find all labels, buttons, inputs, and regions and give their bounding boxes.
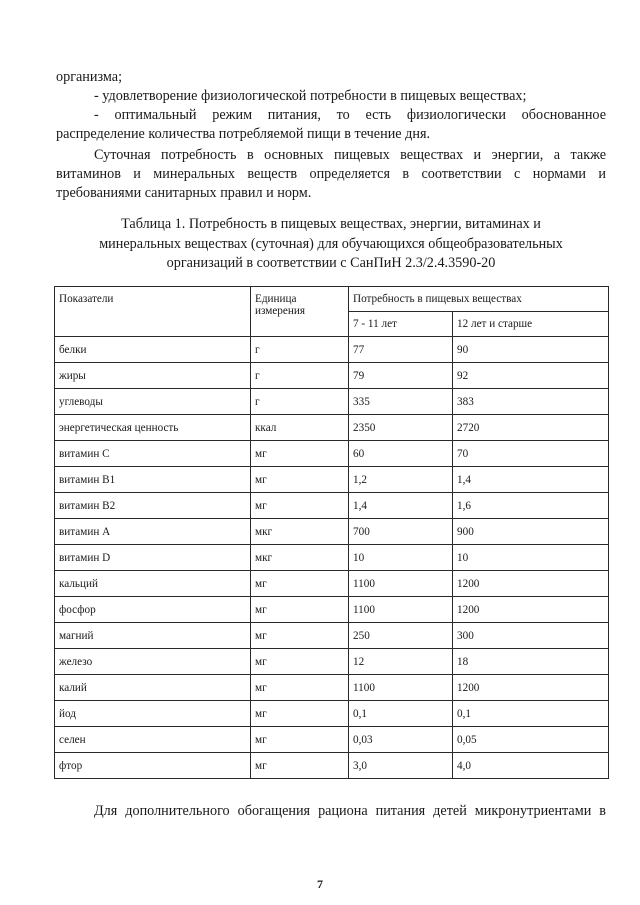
- intro-text: [56, 68, 606, 144]
- cell-age-7-11: 335: [349, 389, 453, 415]
- cell-age-12-plus: 1,4: [453, 467, 609, 493]
- cell-unit: г: [251, 389, 349, 415]
- cell-indicator: витамин D: [55, 545, 251, 571]
- cell-indicator: витамин A: [55, 519, 251, 545]
- page-number: 7: [317, 877, 323, 891]
- cell-age-12-plus: 70: [453, 441, 609, 467]
- cell-indicator: магний: [55, 623, 251, 649]
- cell-age-7-11: 0,03: [349, 727, 453, 753]
- cell-age-12-plus: 10: [453, 545, 609, 571]
- cell-indicator: жиры: [55, 363, 251, 389]
- cell-age-12-plus: 1200: [453, 675, 609, 701]
- paragraph-line: витаминов и минеральных веществ определяется в соответствии с нормами и: [56, 166, 606, 182]
- paragraph-line: Для дополнительного обогащения рациона питания детей микронутриентами в: [94, 803, 606, 819]
- cell-unit: мкг: [251, 545, 349, 571]
- paragraph-line: Суточная потребность в основных пищевых веществах и энергии, а также: [94, 147, 606, 163]
- cell-unit: мг: [251, 649, 349, 675]
- table-row: [55, 415, 609, 441]
- table-body: [55, 337, 609, 779]
- cell-indicator: витамин B1: [55, 467, 251, 493]
- cell-age-12-plus: 900: [453, 519, 609, 545]
- cell-indicator: селен: [55, 727, 251, 753]
- cell-age-7-11: 79: [349, 363, 453, 389]
- cell-age-12-plus: 0,1: [453, 701, 609, 727]
- caption-line: минеральных веществах (суточная) для обучающихся общеобразовательных: [99, 235, 563, 252]
- cell-age-12-plus: 4,0: [453, 753, 609, 779]
- list-item: - удовлетворение физиологической потребности в пищевых веществах;: [94, 88, 527, 104]
- table-row: [55, 571, 609, 597]
- cell-unit: мг: [251, 727, 349, 753]
- table-row: [55, 337, 609, 363]
- cell-age-7-11: 60: [349, 441, 453, 467]
- cell-unit: г: [251, 363, 349, 389]
- cell-age-7-11: 250: [349, 623, 453, 649]
- list-item: - оптимальный режим питания, то есть физиологически обоснованное: [94, 107, 606, 123]
- cell-age-12-plus: 90: [453, 337, 609, 363]
- table-row: [55, 753, 609, 779]
- table-row: [55, 519, 609, 545]
- cell-age-12-plus: 1,6: [453, 493, 609, 519]
- paragraph-line: требованиями санитарных правил и норм.: [56, 185, 312, 201]
- caption-line: Таблица 1. Потребность в пищевых веществах, энергии, витаминах и: [121, 216, 541, 232]
- cell-age-12-plus: 18: [453, 649, 609, 675]
- table-row: [55, 363, 609, 389]
- table-row: [55, 467, 609, 493]
- cell-unit: мг: [251, 571, 349, 597]
- cell-age-7-11: 12: [349, 649, 453, 675]
- table-row: [55, 545, 609, 571]
- cell-unit: ккал: [251, 415, 349, 441]
- cell-age-7-11: 1100: [349, 571, 453, 597]
- cell-unit: мг: [251, 701, 349, 727]
- cell-age-12-plus: 300: [453, 623, 609, 649]
- intro-line: организма;: [56, 69, 123, 85]
- header-indicator: Показатели: [55, 287, 251, 337]
- cell-unit: мг: [251, 597, 349, 623]
- cell-indicator: кальций: [55, 571, 251, 597]
- table-row: [55, 727, 609, 753]
- table-row: [55, 389, 609, 415]
- cell-age-7-11: 10: [349, 545, 453, 571]
- cell-unit: мг: [251, 623, 349, 649]
- cell-indicator: йод: [55, 701, 251, 727]
- cell-age-7-11: 700: [349, 519, 453, 545]
- cell-indicator: калий: [55, 675, 251, 701]
- cell-indicator: фтор: [55, 753, 251, 779]
- table-row: [55, 597, 609, 623]
- cell-unit: г: [251, 337, 349, 363]
- cell-age-7-11: 2350: [349, 415, 453, 441]
- cell-unit: мг: [251, 753, 349, 779]
- cell-age-12-plus: 1200: [453, 597, 609, 623]
- table-row: [55, 493, 609, 519]
- intro-line: распределение количества потребляемой пищи в течение дня.: [56, 126, 431, 142]
- cell-indicator: углеводы: [55, 389, 251, 415]
- cell-age-12-plus: 0,05: [453, 727, 609, 753]
- cell-unit: мг: [251, 493, 349, 519]
- cell-age-7-11: 1,2: [349, 467, 453, 493]
- cell-age-7-11: 3,0: [349, 753, 453, 779]
- cell-age-7-11: 1100: [349, 675, 453, 701]
- cell-indicator: витамин B2: [55, 493, 251, 519]
- caption-line: организаций в соответствии с СанПиН 2.3/2.4.3590-20: [166, 255, 496, 271]
- cell-age-7-11: 0,1: [349, 701, 453, 727]
- outro-text: [56, 802, 606, 821]
- cell-age-12-plus: 383: [453, 389, 609, 415]
- cell-age-7-11: 1100: [349, 597, 453, 623]
- cell-indicator: железо: [55, 649, 251, 675]
- table-row: [55, 649, 609, 675]
- intro-paragraph: [56, 146, 606, 203]
- header-age-7-11: 7 - 11 лет: [349, 312, 453, 337]
- table-row: [55, 675, 609, 701]
- cell-age-12-plus: 92: [453, 363, 609, 389]
- table-row: [55, 623, 609, 649]
- header-unit: Единица измерения: [251, 287, 349, 337]
- cell-unit: мг: [251, 675, 349, 701]
- cell-indicator: витамин C: [55, 441, 251, 467]
- cell-unit: мг: [251, 467, 349, 493]
- cell-unit: мг: [251, 441, 349, 467]
- cell-indicator: энергетическая ценность: [55, 415, 251, 441]
- cell-age-7-11: 77: [349, 337, 453, 363]
- cell-age-7-11: 1,4: [349, 493, 453, 519]
- cell-indicator: фосфор: [55, 597, 251, 623]
- header-age-12-plus: 12 лет и старше: [453, 312, 609, 337]
- cell-unit: мкг: [251, 519, 349, 545]
- cell-indicator: белки: [55, 337, 251, 363]
- cell-age-12-plus: 1200: [453, 571, 609, 597]
- header-need: Потребность в пищевых веществах: [349, 287, 609, 312]
- table-row: [55, 701, 609, 727]
- table-caption: [56, 215, 606, 274]
- table-row: [55, 441, 609, 467]
- nutrition-table: [54, 286, 609, 779]
- cell-age-12-plus: 2720: [453, 415, 609, 441]
